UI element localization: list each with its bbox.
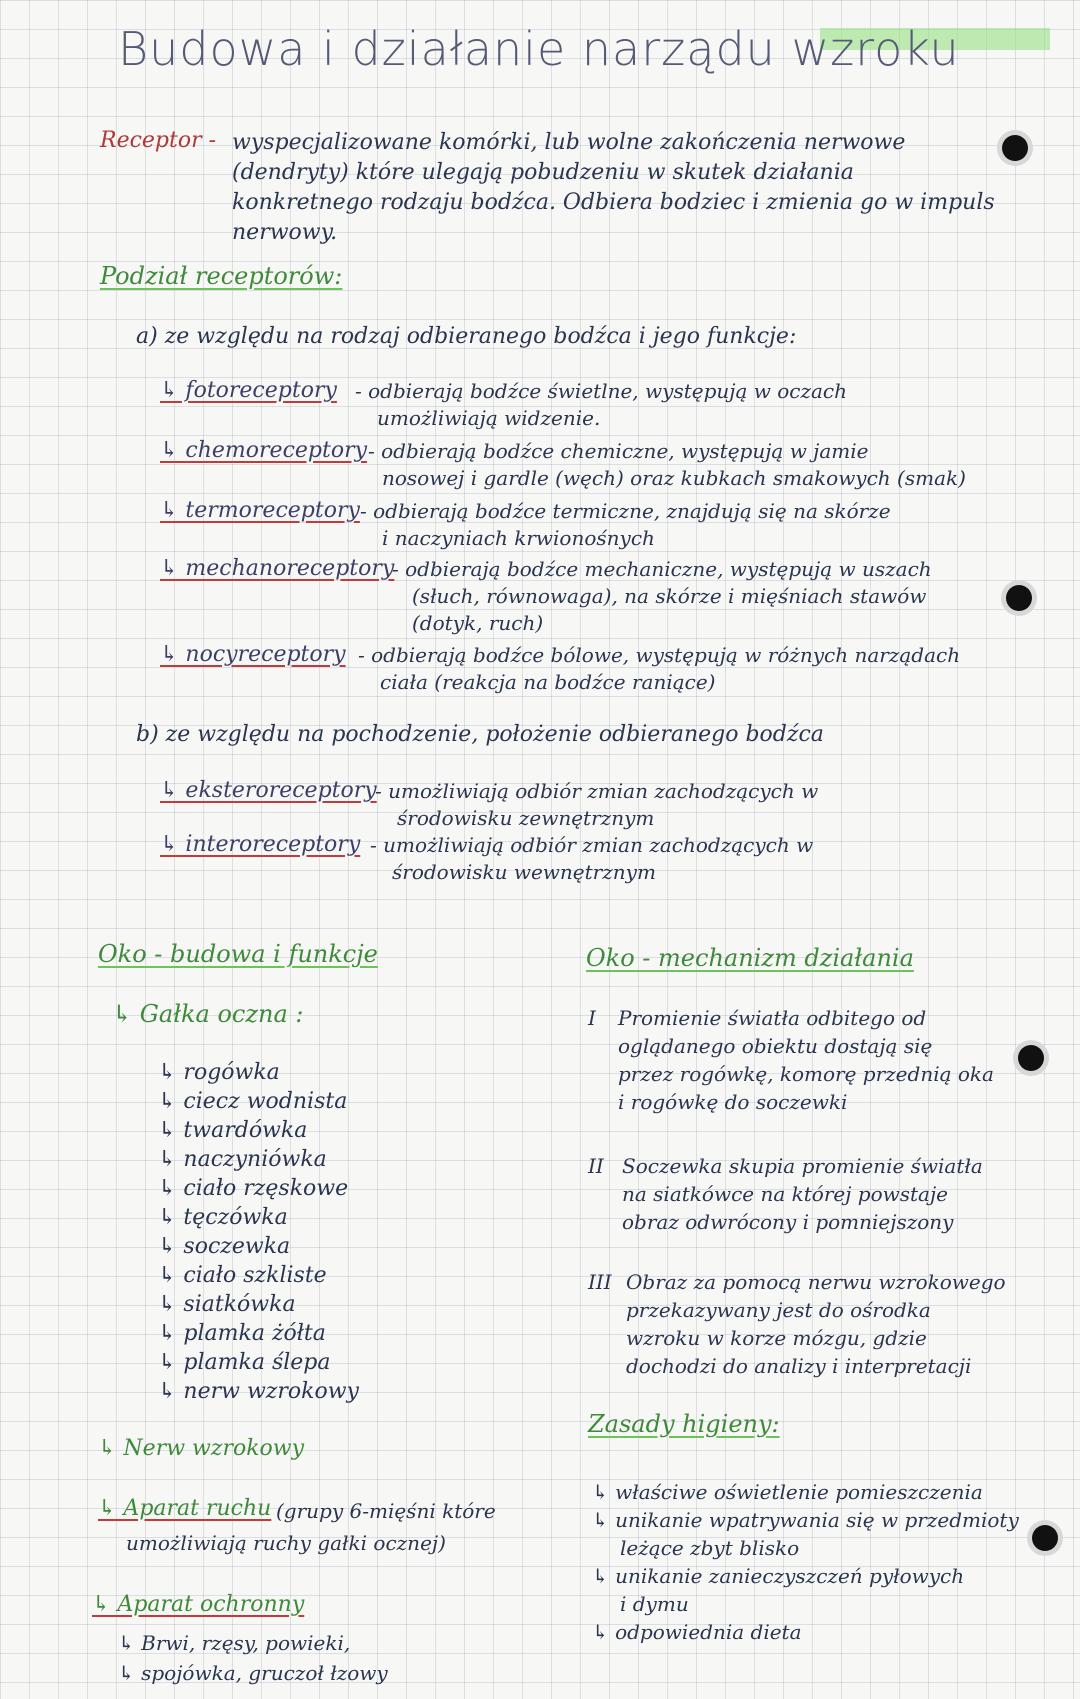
receptor-type-desc: - odbierają bodźce chemiczne, występują w jamie nosowej i gardle (węch) oraz kubkach smakowych (smak)	[368, 439, 966, 490]
mechanism-step: III Obraz za pomocą nerwu wzrokowego przekazywany jest do ośrodka wzroku w korze mózgu, gdzie dochodzi do analizy i interpretacji	[588, 1270, 1006, 1378]
step-number: III	[588, 1270, 612, 1294]
receptor-term: Receptor -	[100, 128, 217, 153]
eye-mechanism-heading: Oko - mechanizm działania	[586, 944, 914, 972]
receptor-type-desc: - umożliwiają odbiór zmian zachodzących w środowisku zewnętrznym	[375, 779, 819, 830]
list-item: ↳ rogówka	[158, 1060, 280, 1085]
hygiene-heading: Zasady higieny:	[588, 1410, 780, 1438]
classification-heading: Podział receptorów:	[100, 262, 343, 290]
receptor-line: (dendryty) które ulegają pobudzeniu w skutek działania	[232, 160, 854, 185]
receptor-type-term: ↳ nocyreceptory	[160, 642, 346, 667]
list-item: ↳ soczewka	[158, 1234, 291, 1259]
list-item: ↳ spojówka, gruczoł łzowy	[118, 1661, 388, 1685]
eyeball-parts-list	[158, 1058, 359, 1406]
protective-apparatus-list	[118, 1628, 388, 1688]
receptor-type-term: ↳ fotoreceptory	[160, 378, 337, 403]
receptor-type-desc: - umożliwiają odbiór zmian zachodzących w środowisku wewnętrznym	[370, 833, 814, 884]
list-item: ↳ siatkówka	[158, 1292, 296, 1317]
receptor-type-desc: - odbierają bodźce świetlne, występują w oczach umożliwiają widzenie.	[355, 379, 848, 430]
list-item: ↳ unikanie wpatrywania się w przedmioty	[592, 1508, 1019, 1532]
receptor-line: wyspecjalizowane komórki, lub wolne zakończenia nerwowe	[232, 130, 906, 155]
list-item: ↳ ciało rzęskowe	[158, 1176, 349, 1201]
list-item: ↳ ciecz wodnista	[158, 1089, 348, 1114]
eye-structure-heading: Oko - budowa i funkcje	[98, 940, 378, 968]
list-item: ↳ ciało szkliste	[158, 1263, 327, 1288]
list-item: ↳ Brwi, rzęsy, powieki,	[118, 1631, 351, 1655]
binder-hole-icon	[1032, 1525, 1058, 1551]
receptor-type-desc: - odbierają bodźce termiczne, znajdują się na skórze i naczyniach krwionośnych	[360, 499, 891, 550]
protective-apparatus-heading: ↳ Aparat ochronny	[92, 1592, 305, 1617]
criterion-b-heading: b) ze względu na pochodzenie, położenie odbieranego bodźca	[136, 722, 824, 747]
optic-nerve-heading: ↳ Nerw wzrokowy	[98, 1436, 305, 1461]
hygiene-list: ↳ właściwe oświetlenie pomieszczenia ↳ unikanie wpatrywania się w przedmioty leżące zbyt blisko ↳ unikanie zanieczyszczeń pyłowych i dymu ↳ odpowiednia dieta	[592, 1480, 1019, 1644]
mechanism-step: I Promienie światła odbitego od oglądanego obiektu dostają się przez rogówkę, komorę przednią oka i rogówkę do soczewki	[588, 1006, 994, 1114]
mechanism-step: II Soczewka skupia promienie światła na siatkówce na której powstaje obraz odwrócony i pomniejszony	[588, 1154, 983, 1234]
list-item: ↳ plamka ślepa	[158, 1350, 331, 1375]
binder-hole-icon	[1018, 1045, 1044, 1071]
motor-apparatus-desc: (grupy 6-mięśni które	[276, 1499, 496, 1523]
eyeball-heading: ↳ Gałka oczna :	[112, 1000, 304, 1028]
receptor-line: nerwowy.	[232, 220, 338, 245]
receptor-line: konkretnego rodzaju bodźca. Odbiera bodziec i zmienia go w impuls	[232, 190, 995, 215]
receptor-type-term: ↳ mechanoreceptory	[160, 556, 395, 581]
list-item: ↳ właściwe oświetlenie pomieszczenia	[592, 1480, 983, 1504]
list-item: ↳ tęczówka	[158, 1205, 288, 1230]
receptor-type-term: ↳ chemoreceptory	[160, 438, 368, 463]
list-item: ↳ twardówka	[158, 1118, 308, 1143]
list-item: ↳ odpowiednia dieta	[592, 1620, 802, 1644]
list-item: ↳ plamka żółta	[158, 1321, 326, 1346]
binder-hole-icon	[1006, 585, 1032, 611]
motor-apparatus-desc: umożliwiają ruchy gałki ocznej)	[126, 1531, 446, 1555]
receptor-type-term: ↳ interoreceptory	[160, 832, 361, 857]
list-item: ↳ nerw wzrokowy	[158, 1379, 359, 1404]
receptor-type-term: ↳ termoreceptory	[160, 498, 360, 523]
receptor-definition	[232, 128, 995, 248]
criterion-a-heading: a) ze względu na rodzaj odbieranego bodźca i jego funkcje:	[136, 324, 797, 349]
binder-hole-icon	[1002, 135, 1028, 161]
step-number: I	[588, 1006, 596, 1030]
receptor-type-term: ↳ eksteroreceptory	[160, 778, 377, 803]
page-title: Budowa i działanie narządu wzroku	[118, 22, 960, 76]
motor-apparatus-heading: ↳ Aparat ruchu	[98, 1496, 272, 1521]
step-number: II	[588, 1154, 604, 1178]
list-item: ↳ naczyniówka	[158, 1147, 327, 1172]
receptor-type-desc: - odbierają bodźce mechaniczne, występują w uszach (słuch, równowaga), na skórze i mięśniach stawów (dotyk, ruch)	[392, 557, 932, 635]
receptor-type-desc: - odbierają bodźce bólowe, występują w różnych narządach ciała (reakcja na bodźce raniące)	[358, 643, 961, 694]
list-item: ↳ unikanie zanieczyszczeń pyłowych	[592, 1564, 965, 1588]
